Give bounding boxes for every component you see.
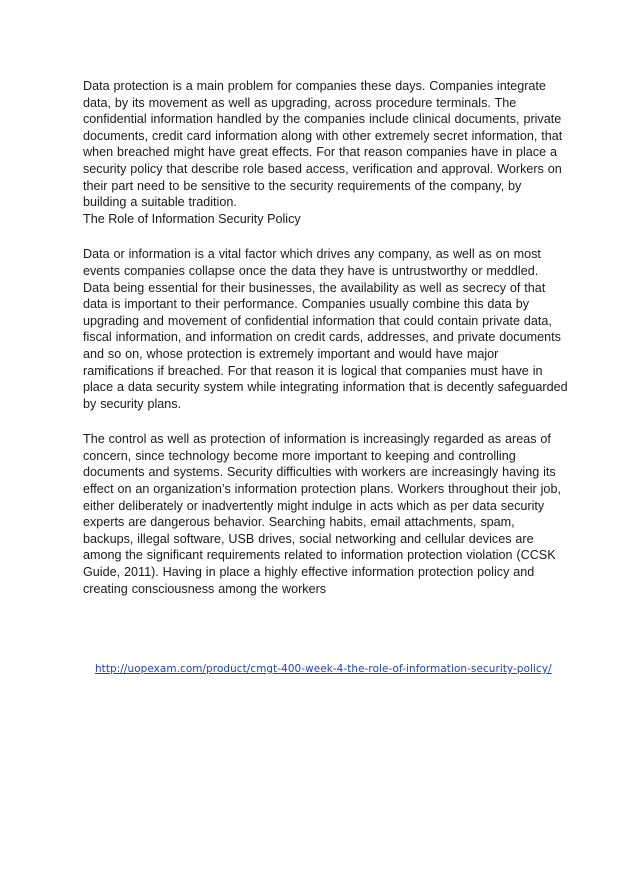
- paragraph-control: The control as well as protection of information is increasingly regarded as areas of concern, since technology become more important to keeping and controlling documents and systems. Security difficulties with workers are increasingly having its effect on an organization’s information protection plans. Workers throughout their job, either deliberately or inadvertently might indulge in acts which as per data security experts are dangerous behavior. Searching habits, email attachments, spam, backups, illegal software, USB drives, social networking and cellular devices are among the significant requirements related to information protection violation (CCSK Guide, 2011). Having in place a highly effective information protection policy and creating consciousness among the workers: [83, 432, 561, 596]
- link-container: [95, 659, 575, 677]
- source-link[interactable]: http://uopexam.com/product/cmgt-400-week-4-the-role-of-information-security-policy/: [95, 663, 552, 675]
- paragraph-intro: Data protection is a main problem for companies these days. Companies integrate data, by its movement as well as upgrading, across procedure terminals. The confidential information handled by the companies include clinical documents, private documents, credit card information along with other extremely secret information, that when breached might have great effects. For that reason companies have in place a security policy that describe role based access, verification and approval. Workers on their part need to be sensitive to the security requirements of the company, by building a suitable tradition.: [83, 79, 563, 210]
- section-heading: The Role of Information Security Policy: [83, 211, 301, 226]
- paragraph-role: Data or information is a vital factor which drives any company, as well as on most events companies collapse once the data they have is untrustworthy or meddled. Data being essential for their businesses, the availability as well as secrecy of that data is important to their performance. Companies usually combine this data by upgrading and movement of confidential information that could contain private data, fiscal information, and information on credit cards, addresses, and private documents and so on, whose protection is extremely important and would have major ramifications if breached. For that reason it is logical that companies must have in place a data security system while integrating information that is decently safeguarded by security plans.: [83, 247, 568, 411]
- document-body: [80, 78, 568, 597]
